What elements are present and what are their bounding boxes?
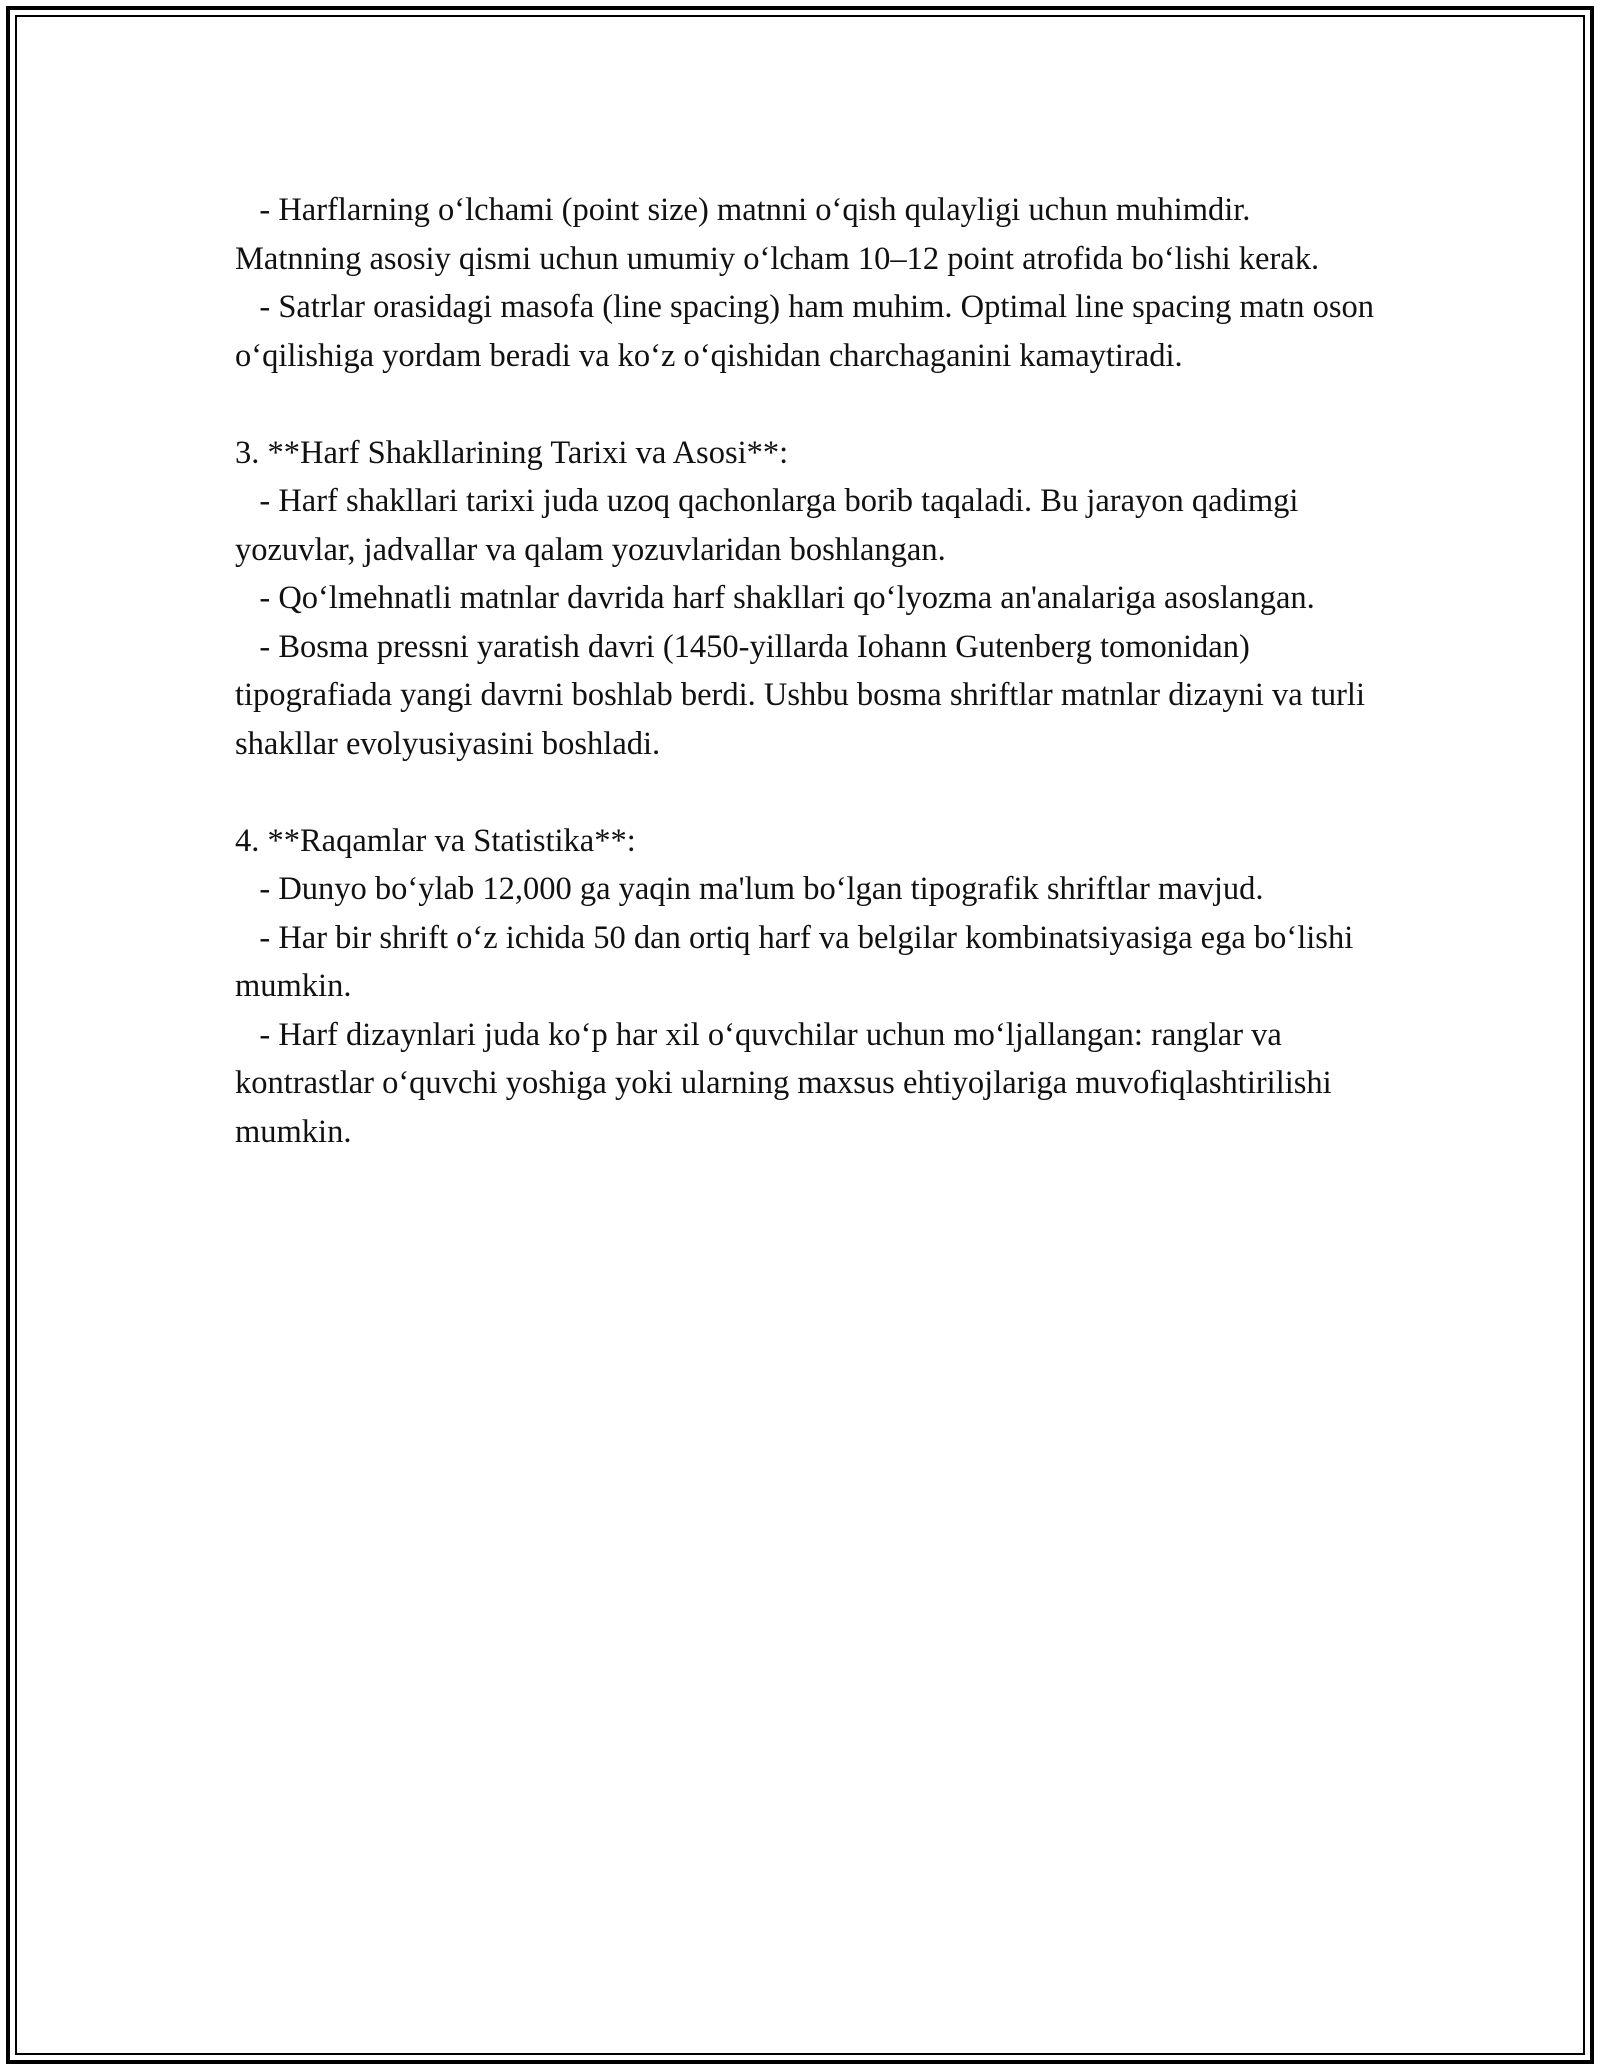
bullet-history: - Harf shakllari tarixi juda uzoq qachonlarga borib taqaladi. Bu jarayon qadimgi yozuvlar, jadvallar va qalam yozuvlaridan boshlangan. — [235, 483, 1307, 568]
bullet-handwritten-era: - Qo‘lmehnatli matnlar davrida harf shakllari qo‘lyozma an'analariga asoslangan. — [235, 580, 1315, 616]
paragraph-gap — [235, 380, 1375, 429]
section-heading-3: 3. **Harf Shakllarining Tarixi va Asosi**: — [235, 434, 789, 471]
bullet-glyph-count: - Har bir shrift o‘z ichida 50 dan ortiq harf va belgilar kombinatsiyasiga ega bo‘lishi mumkin. — [235, 919, 1362, 1004]
bullet-line-spacing: - Satrlar orasidagi masofa (line spacing) ham muhim. Optimal line spacing matn oson o‘qilishiga yordam beradi va ko‘z o‘qishidan charchaganini kamaytiradi. — [235, 289, 1383, 374]
bullet-readers: - Harf dizaynlari juda ko‘p har xil o‘quvchilar uchun mo‘ljallangan: ranglar va kontrastlar o‘quvchi yoshiga yoki ularning maxsus ehtiyojlariga muvofiqlashtirilishi mumkin. — [235, 1016, 1340, 1150]
bullet-font-count: - Dunyo bo‘ylab 12,000 ga yaqin ma'lum bo‘lgan tipografik shriftlar mavjud. — [235, 871, 1264, 907]
bullet-point-size: - Harflarning o‘lchami (point size) matnni o‘qish qulayligi uchun muhimdir. Matnning asosiy qismi uchun umumiy o‘lcham 10–12 point atrofida bo‘lishi kerak. — [235, 192, 1320, 277]
document-body — [235, 186, 1383, 1156]
paragraph-gap — [235, 768, 1375, 817]
bullet-printing-press: - Bosma pressni yaratish davri (1450-yillarda Iohann Gutenberg tomonidan) tipografiada yangi davrni boshlab berdi. Ushbu bosma shriftlar matnlar dizayni va turli shakllar evolyusiyasini boshladi. — [235, 628, 1374, 762]
section-heading-4: 4. **Raqamlar va Statistika**: — [235, 822, 636, 859]
